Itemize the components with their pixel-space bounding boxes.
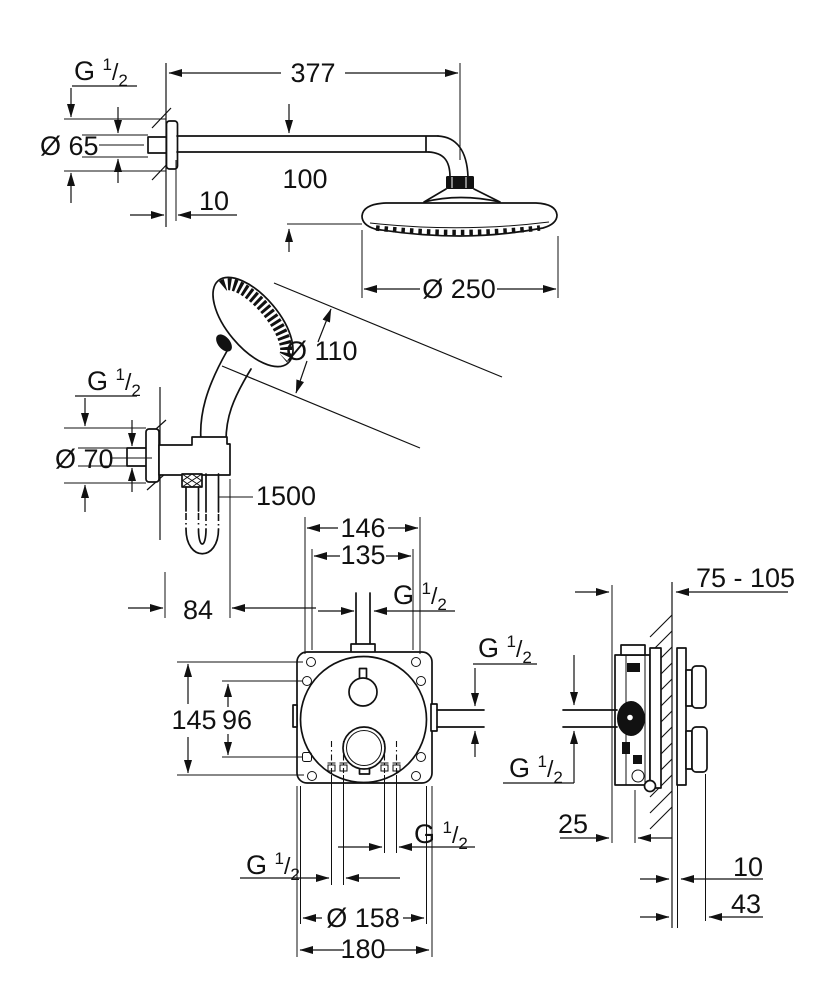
mounting-flange — [650, 648, 661, 788]
shower-arm — [177, 136, 438, 152]
dim-holder-offset: 84 — [182, 595, 214, 625]
dim-head-offset: 100 — [282, 164, 328, 194]
dim-body-depth: 25 — [558, 809, 589, 839]
arm-connector — [148, 137, 166, 153]
shower-hose — [186, 487, 199, 511]
hand-shower-view — [55, 264, 502, 625]
dim-arm-rosette: Ø 65 — [40, 131, 99, 161]
arm-nut — [446, 176, 474, 189]
dim-holder-thread: G $^1/_2$ — [87, 365, 141, 400]
right-port-tab — [431, 704, 437, 731]
side-outlet-pipe — [563, 710, 617, 727]
left-port-tab — [293, 705, 297, 727]
dim-side-view-thread: G $^1/_2$ — [509, 752, 563, 787]
head-shower-view — [40, 55, 558, 304]
dim-hand-shower-diameter: Ø 110 — [286, 336, 358, 366]
dim-width-inner: 135 — [340, 540, 386, 570]
volume-knob-face — [692, 727, 707, 772]
holder-rosette — [146, 429, 159, 482]
dim-holder-rosette: Ø 70 — [55, 444, 114, 474]
dim-arm-thread: G $^1/_2$ — [74, 55, 128, 90]
dim-height-inner: 96 — [221, 705, 253, 735]
side-port-pipe — [437, 710, 484, 727]
valve-cap — [621, 645, 645, 655]
dim-arm-length: 377 — [290, 58, 336, 88]
dim-bottom-left-thread: G $^1/_2$ — [246, 849, 300, 884]
dim-wall-gap: 10 — [733, 852, 764, 882]
valve-side-view — [503, 563, 795, 928]
dim-bottom-right-thread: G $^1/_2$ — [414, 818, 468, 853]
escutcheon-side — [677, 648, 686, 785]
dim-width-outer: 146 — [340, 513, 386, 543]
dim-plate-width: 180 — [340, 934, 386, 964]
head-cone — [424, 189, 500, 202]
dim-head-diameter: Ø 250 — [422, 274, 496, 304]
dim-rosette-depth: 10 — [198, 186, 230, 216]
dim-side-port-thread: G $^1/_2$ — [478, 632, 532, 667]
dim-install-depth: 75 - 105 — [696, 563, 796, 593]
dim-top-port-thread: G $^1/_2$ — [393, 579, 447, 614]
top-port-pipe — [351, 593, 375, 652]
hand-shower-handle — [201, 351, 227, 441]
dim-handle-projection: 43 — [731, 889, 762, 919]
shower-holder — [159, 437, 230, 475]
shower-head — [362, 203, 557, 236]
volume-knob-side — [686, 731, 692, 769]
holder-connector — [127, 448, 146, 466]
thermostat-knob-side — [686, 670, 692, 706]
dim-height-outer: 145 — [171, 705, 217, 735]
dim-rough-in-diameter: Ø 158 — [326, 903, 400, 933]
thermostat-knob-face — [692, 666, 706, 708]
handle-end — [206, 474, 219, 512]
trim-front-view — [171, 513, 537, 964]
dim-hose-length: 1500 — [256, 481, 317, 511]
